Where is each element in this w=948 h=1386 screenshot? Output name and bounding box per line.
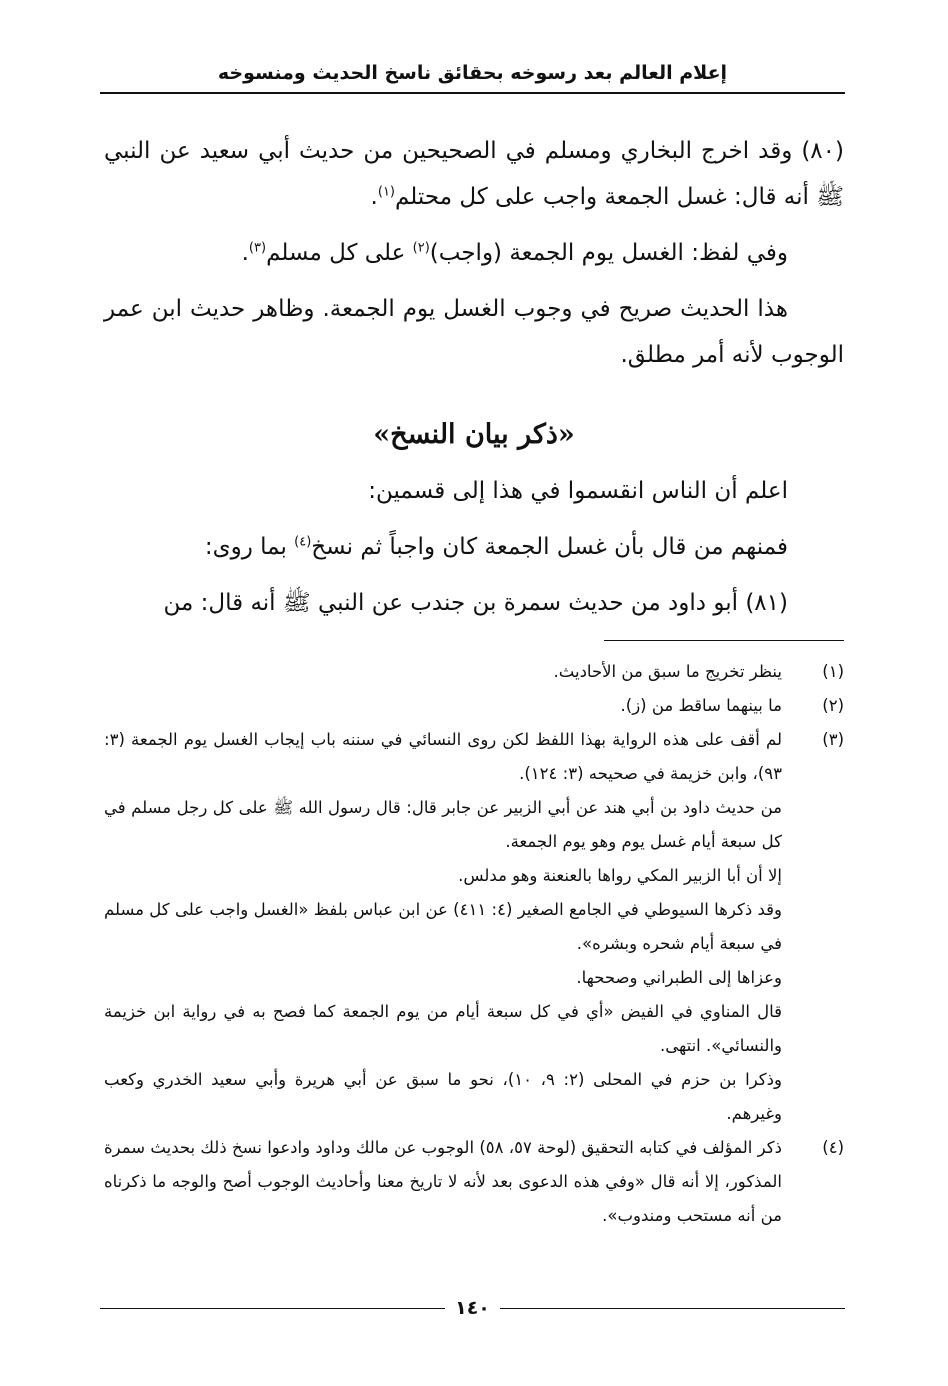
footnote-3: [104, 723, 844, 1131]
footnote-text: وذكرا بن حزم في المحلى (٢: ٩، ١٠)، نحو ما سبق عن أبي هريرة وأبي سعيد الخدري وكعب وغيرهم.: [104, 1070, 782, 1123]
footnote-text: وعزاها إلى الطبراني وصححها.: [576, 968, 782, 987]
page-footer: [100, 1293, 845, 1323]
running-header: إعلام العالم بعد رسوخه بحقائق ناسخ الحديث ومنسوخه: [217, 62, 728, 84]
footnote-text: من حديث داود بن أبي هند عن أبي الزبير عن جابر قال: قال رسول الله ﷺ على كل رجل مسلم في كل سبعة أيام غسل يوم وهو يوم الجمعة.: [104, 798, 782, 851]
footnote-text: إلا أن أبا الزبير المكي رواها بالعنعنة وهو مدلس.: [458, 866, 782, 885]
paragraph-81: (٨١) أبو داود من حديث سمرة بن جندب عن النبي ﷺ أنه قال: من: [163, 590, 788, 616]
footnote-4: [104, 1131, 844, 1233]
page-number: ١٤٠: [455, 1297, 490, 1319]
footnote-text: قال المناوي في الفيض «أي في كل سبعة أيام من يوم الجمعة كما فصح به في رواية ابن خزيمة والنسائي». انتهى.: [104, 1002, 782, 1055]
footnote-number: (٢): [822, 696, 844, 715]
footnote-rule: [604, 640, 844, 641]
footer-rule-left: [100, 1308, 445, 1309]
footnote-ref-3[interactable]: (٣): [248, 240, 267, 256]
footnote-number: (٣): [822, 730, 844, 749]
paragraph-wording: وفي لفظ: الغسل يوم الجمعة (واجب)$^{(٢)}$ على كل مسلم$^{(٣)}$.: [241, 240, 788, 266]
header-rule: [100, 92, 845, 94]
footnote-number: (٤): [822, 1138, 844, 1157]
paragraph-commentary: هذا الحديث صريح في وجوب الغسل يوم الجمعة. وظاهر حديث ابن عمر الوجوب لأنه أمر مطلق.: [104, 296, 844, 368]
footnotes: [104, 655, 844, 1233]
paragraph-80: (٨٠) وقد اخرج البخاري ومسلم في الصحيحين من حديث أبي سعيد عن النبي ﷺ أنه قال: غسل الجمعة واجب على كل محتلم$^{(١)}$.: [104, 138, 844, 210]
footnote-text: ذكر المؤلف في كتابه التحقيق (لوحة ٥٧، ٥٨) الوجوب عن مالك وداود وادعوا نسخ ذلك بحديث سمرة المذكور، إلا أنه قال «وفي هذه الدعوى بعد لأنه لا تاريخ معنا وأحاديث الوجوب أصح والوجه ما ذكرناه من أنه مستحب ومندوب».: [104, 1138, 782, 1225]
footnote-ref-2[interactable]: (٢): [412, 240, 430, 256]
footnote-2: [104, 689, 844, 723]
paragraph-abrogation: فمنهم من قال بأن غسل الجمعة كان واجباً ثم نسخ$^{(٤)}$ بما روى:: [204, 534, 788, 560]
footnote-text: لم أقف على هذه الرواية بهذا اللفظ لكن روى النسائي في سننه باب إيجاب الغسل يوم الجمعة (٣: ٩٣)، وابن خزيمة في صحيحه (٣: ١٢٤).: [104, 730, 782, 783]
footnote-text: وقد ذكرها السيوطي في الجامع الصغير (٤: ٤١١) عن ابن عباس بلفظ «الغسل واجب على كل مسلم في سبعة أيام شحره وبشره».: [104, 900, 782, 953]
footnote-text: ينظر تخريج ما سبق من الأحاديث.: [553, 662, 782, 681]
footer-rule-right: [500, 1308, 845, 1309]
footnote-ref-4[interactable]: (٤): [294, 534, 312, 550]
main-text: [104, 128, 844, 636]
footnote-number: (١): [822, 662, 844, 681]
footnote-ref-1[interactable]: (١): [377, 184, 395, 200]
footnote-text: ما بينهما ساقط من (ز).: [620, 696, 782, 715]
footnote-1: [104, 655, 844, 689]
paragraph-intro: اعلم أن الناس انقسموا في هذا إلى قسمين:: [368, 478, 788, 504]
section-title: «ذكر بيان النسخ»: [373, 419, 575, 450]
